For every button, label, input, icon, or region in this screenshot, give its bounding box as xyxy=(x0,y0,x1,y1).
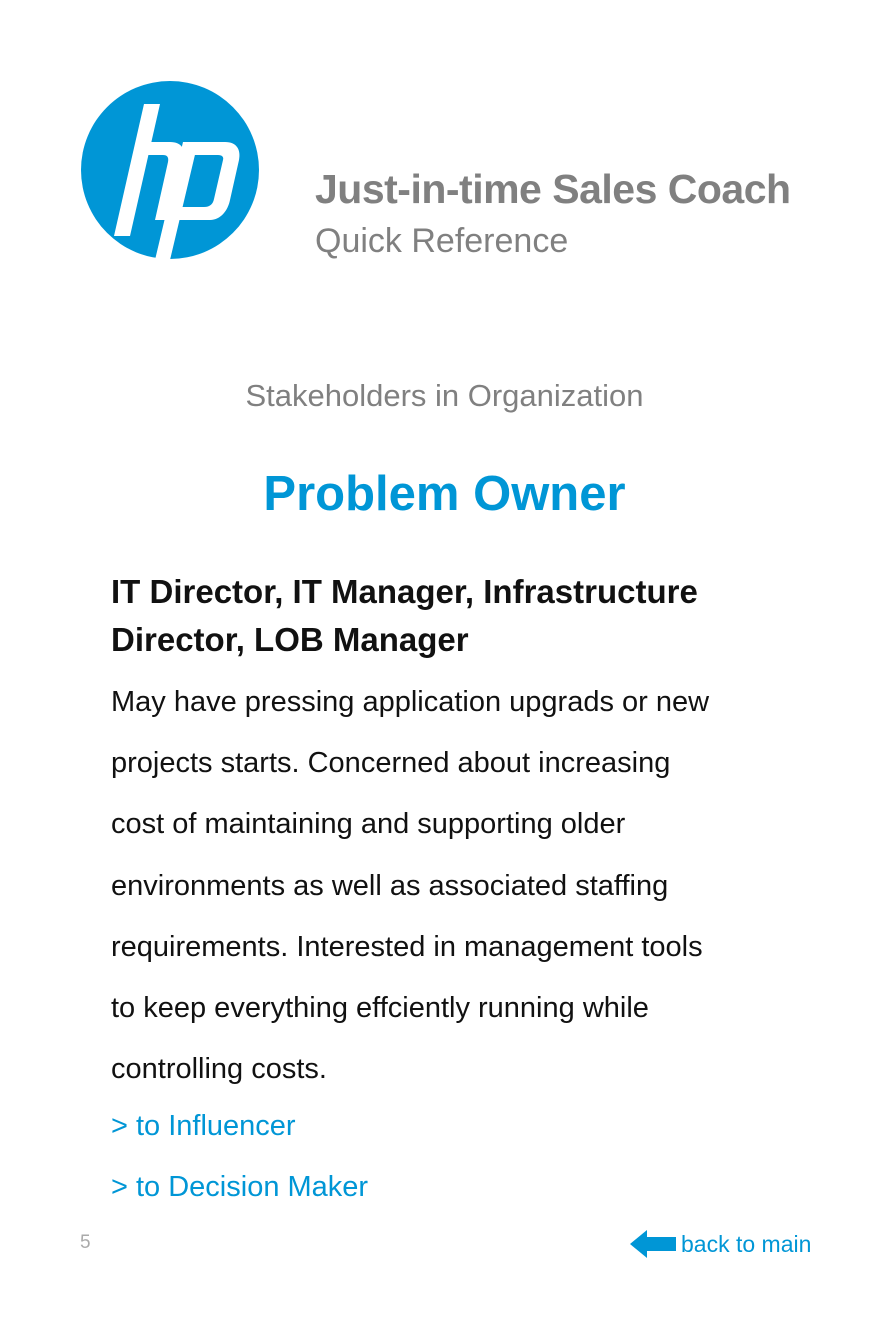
page-number: 5 xyxy=(80,1232,91,1253)
role-list-line: Director, LOB Manager xyxy=(111,621,469,658)
page-title: Problem Owner xyxy=(263,467,626,521)
role-description xyxy=(111,672,761,1100)
back-to-main-button[interactable] xyxy=(630,1228,811,1260)
description-line: May have pressing application upgrads or new xyxy=(111,686,710,718)
section-label: Stakeholders in Organization xyxy=(245,378,644,413)
description-line: cost of maintaining and supporting older xyxy=(111,808,626,841)
description-line: to keep everything effciently running while xyxy=(111,992,649,1025)
description-line: controlling costs. xyxy=(111,1053,327,1086)
back-to-main-label: back to main xyxy=(681,1230,812,1257)
role-list-line: IT Director, IT Manager, Infrastructure xyxy=(111,573,698,610)
hp-logo-mark xyxy=(80,80,260,260)
app-subtitle: Quick Reference xyxy=(315,222,569,260)
description-line: environments as well as associated staffing xyxy=(111,869,669,902)
left-arrow-icon xyxy=(630,1229,676,1259)
app-title: Just-in-time Sales Coach xyxy=(315,166,791,212)
description-line: requirements. Interested in management tools xyxy=(111,930,703,963)
influencer-link[interactable]: > to Influencer xyxy=(111,1110,296,1142)
role-list xyxy=(111,568,771,664)
hp-logo xyxy=(80,80,260,260)
decision-maker-link[interactable]: > to Decision Maker xyxy=(111,1171,369,1203)
description-line: projects starts. Concerned about increasing xyxy=(111,747,671,780)
